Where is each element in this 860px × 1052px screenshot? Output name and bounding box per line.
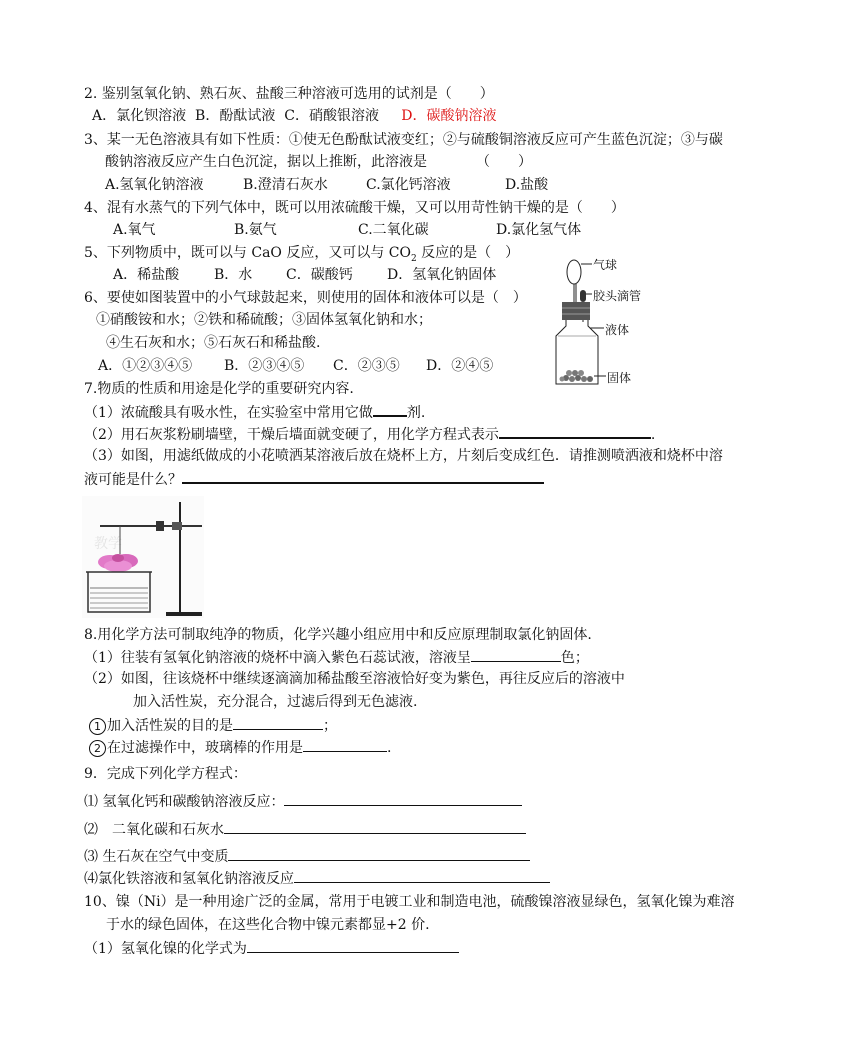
circled-number-1: 1: [89, 718, 106, 735]
q2-stem: 2. 鉴别氢氧化钠、熟石灰、盐酸三种溶液可选用的试剂是（ ）: [84, 86, 494, 102]
q7-part1-blank[interactable]: [373, 402, 407, 417]
q7-stem: 7.物质的性质和用途是化学的重要研究内容.: [84, 381, 354, 397]
q8-part2-line2: 加入活性炭，充分混合，过滤后得到无色滤液.: [133, 694, 418, 710]
q8-sub2: 2 在过滤操作中，玻璃棒的作用是 .: [89, 738, 391, 757]
q6-choices-line1: ①硝酸铵和水；②铁和稀硫酸；③固体氢氧化钠和水；: [96, 312, 432, 328]
q4-option-a[interactable]: A.氧气: [113, 222, 156, 238]
q7-part3-line2: 液可能是什么？: [84, 469, 544, 489]
q5-option-d[interactable]: D．氢氧化钠固体: [387, 267, 497, 283]
q9-line3: ⑶ 生石灰在空气中变质: [84, 847, 530, 866]
q9-line1-blank[interactable]: [284, 792, 522, 806]
q2-option-c[interactable]: C．硝酸银溶液: [284, 108, 379, 124]
q5-option-b[interactable]: B．水: [214, 267, 253, 283]
q10-line1: 10、镍（Ni）是一种用途广泛的金属，常用于电镀工业和制造电池，硫酸镍溶液显绿色，氢氧化镍为难溶: [84, 894, 735, 910]
q5-stem: 5、下列物质中，既可以与 CaO 反应，又可以与 $CO_2$ 反应的是（ ）: [84, 245, 520, 264]
flower-beaker-figure: [82, 496, 204, 618]
q8-part1: （1）往装有氢氧化钠溶液的烧杯中滴入紫色石蕊试液，溶液呈 色；: [84, 650, 589, 666]
q9-line4-blank[interactable]: [294, 869, 550, 883]
q9-line2: ⑵ 二氧化碳和石灰水: [84, 820, 526, 839]
label-solid: 固体: [607, 371, 632, 385]
q6-option-a[interactable]: A．①②③④⑤: [98, 358, 193, 374]
q4-option-d[interactable]: D.氯化氢气体: [496, 222, 582, 238]
q10-line2: 于水的绿色固体，在这些化合物中镍元素都显+2 价.: [106, 917, 430, 933]
q7-part3-blank[interactable]: [182, 469, 544, 484]
q7-part2-blank[interactable]: [499, 424, 651, 439]
label-balloon: 气球: [593, 258, 618, 272]
q8-sub2-blank[interactable]: [303, 738, 387, 752]
q8-part1-blank[interactable]: [471, 648, 561, 662]
balloon-apparatus-figure: [548, 252, 658, 387]
q9-line1: ⑴ 氢氧化钙和碳酸钠溶液反应：: [84, 792, 522, 811]
q6-option-d[interactable]: D．②④⑤: [426, 358, 494, 374]
q3-option-c[interactable]: C.氯化钙溶液: [366, 177, 451, 193]
svg-text:教学: 教学: [94, 536, 122, 552]
q2-option-b[interactable]: B．酚酞试液: [195, 108, 276, 124]
q2-options: [92, 107, 496, 125]
stand-diagram: [82, 496, 204, 618]
q8-sub1-blank[interactable]: [233, 716, 323, 730]
circled-number-2: 2: [89, 740, 106, 757]
q7-part2: （2）用石灰浆粉刷墙壁，干燥后墙面就变硬了，用化学方程式表示 .: [84, 424, 655, 444]
q6-option-b[interactable]: B．②③④⑤: [224, 358, 305, 374]
q8-stem: 8.用化学方法可制取纯净的物质，化学兴趣小组应用中和反应原理制取氯化钠固体.: [84, 627, 592, 643]
q4-stem: 4、混有水蒸气的下列气体中，既可以用浓硫酸干燥，又可以用苛性钠干燥的是（ ）: [84, 200, 625, 216]
q3-line1: 3、某一无色溶液具有如下性质：①使无色酚酞试液变红；②与硫酸铜溶液反应可产生蓝色沉淀；③与碳: [84, 132, 723, 148]
q3-option-a[interactable]: A.氢氧化钠溶液: [105, 177, 204, 193]
q8-sub1: 1 加入活性炭的目的是 ；: [89, 716, 337, 735]
q9-line3-blank[interactable]: [228, 847, 530, 861]
q3-line2: 酸钠溶液反应产生白色沉淀，据以上推断，此溶液是 （ ）: [105, 154, 532, 170]
q5-option-c[interactable]: C．碳酸钙: [286, 267, 353, 283]
q7-part1: （1）浓硫酸具有吸水性，在实验室中常用它做 剂.: [84, 402, 425, 422]
q8-part2-line1: （2）如图，往该烧杯中继续逐滴滴加稀盐酸至溶液恰好变为紫色，再往反应后的溶液中: [84, 671, 625, 687]
q9-line2-blank[interactable]: [224, 820, 526, 834]
q6-stem: 6、要使如图装置中的小气球鼓起来，则使用的固体和液体可以是（ ）: [84, 290, 527, 306]
q3-option-b[interactable]: B.澄清石灰水: [243, 177, 328, 193]
q9-stem: 9．完成下列化学方程式：: [84, 766, 247, 782]
q6-choices-line2: ④生石灰和水；⑤石灰石和稀盐酸.: [106, 335, 321, 351]
label-liquid: 液体: [605, 323, 630, 337]
q4-option-b[interactable]: B.氨气: [234, 222, 277, 238]
q3-option-d[interactable]: D.盐酸: [505, 177, 549, 193]
q6-option-c[interactable]: C．②③⑤: [333, 358, 400, 374]
label-dropper: 胶头滴管: [593, 289, 642, 303]
q5-option-a[interactable]: A．稀盐酸: [113, 267, 180, 283]
q7-part3-line1: （3）如图，用滤纸做成的小花喷洒某溶液后放在烧杯上方，片刻后变成红色．请推测喷洒液和烧杯中溶: [84, 448, 723, 464]
q10-part1-blank[interactable]: [247, 939, 459, 953]
q2-option-a[interactable]: A．氯化钡溶液: [92, 108, 187, 124]
q2-option-d[interactable]: D．碳酸钠溶液: [401, 108, 497, 124]
q10-part1: （1）氢氧化镍的化学式为: [84, 939, 459, 958]
q9-line4: ⑷氯化铁溶液和氢氧化钠溶液反应: [84, 869, 550, 888]
q4-option-c[interactable]: C.二氧化碳: [358, 222, 429, 238]
